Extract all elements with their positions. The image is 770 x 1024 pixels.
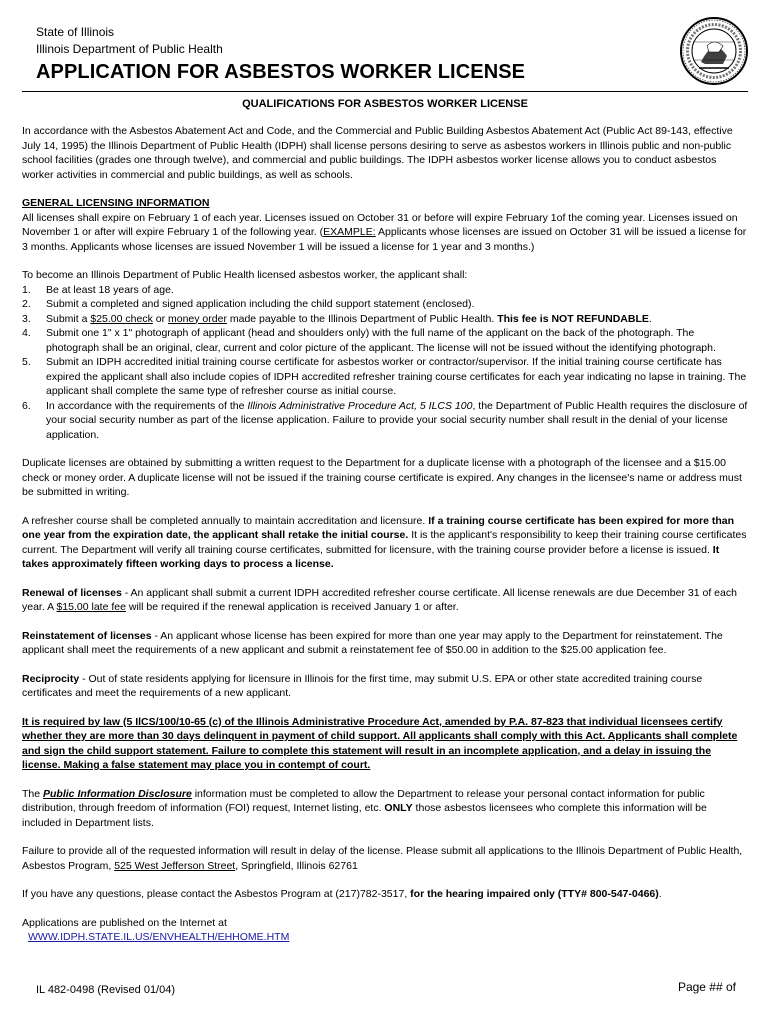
document-body [22, 124, 748, 945]
reciprocity-label: Reciprocity [22, 672, 80, 685]
disclosure-text-2: information must be completed to allow the Department to release your personal contact information for public distribution, through freedom of information (FOI) request, Internet listing, etc. [22, 787, 705, 814]
requirement-age: Be at least 18 years of age. [46, 283, 174, 296]
renewal-paragraph [22, 586, 748, 615]
requirement-fee-text: Submit a [46, 312, 91, 325]
item-number: 3. [22, 312, 31, 325]
general-licensing-heading: GENERAL LICENSING INFORMATION [22, 197, 210, 209]
refresher-text-1: A refresher course shall be completed annually to maintain accreditation and licensure. [22, 514, 429, 527]
form-number: IL 482-0498 (Revised 01/04) [36, 984, 176, 996]
duplicate-license-paragraph: Duplicate licenses are obtained by submitting a written request to the Department for a duplicate license with a photograph of the licensee and a $15.00 check or money order. A duplicate license will not be issued if the training course certificate is expired. Any changes in the licensee's name or address must be submitted in writing. [22, 457, 742, 498]
item-number: 4. [22, 327, 31, 339]
intro-paragraph: In accordance with the Asbestos Abatement Act and Code, and the Commercial and Public Building Asbestos Abatement Act (Public Act 89-143, effective July 14, 1995) the Illinois Department of Public Health (IDPH) shall license persons desiring to serve as asbestos workers in Illinois public and non-public school facilities (grades one through twelve), and commercial and public buildings. The IDPH asbestos worker license allows you to conduct asbestos worker activities in commercial and public buildings, as well as schools. [22, 125, 733, 181]
requirement-training-certificate: Submit an IDPH accredited initial training course certificate for asbestos worker or contractor/supervisor. If the initial training course certificate has expired the applicant shall also include copies of IDPH accredited refresher training course certificates for each year indicating no lapse in training. The applicant shall complete the same type of refresher course as initial course. [46, 356, 747, 397]
item-number: 1. [22, 283, 31, 296]
procedure-act-citation: Illinois Administrative Procedure Act, 5 ILCS 100 [247, 399, 473, 412]
internet-text: Applications are published on the Internet at [22, 916, 227, 929]
submission-paragraph [22, 844, 748, 873]
reciprocity-paragraph [22, 672, 748, 701]
page-number: Page ## of [677, 980, 736, 994]
reinstatement-label: Reinstatement of licenses [22, 629, 152, 642]
not-refundable-notice: This fee is NOT REFUNDABLE [497, 312, 649, 325]
submission-text-2: , Springfield, Illinois 62761 [235, 859, 358, 872]
list-item [22, 399, 748, 443]
renewal-label: Renewal of licenses [22, 586, 122, 599]
refresher-paragraph [22, 514, 748, 572]
reinstatement-paragraph [22, 629, 748, 658]
reciprocity-text: - Out of state residents applying for licensure in Illinois for the first time, may submit U.S. EPA or other state accredited training course certificates and meet the requirements of a new applicant. [22, 672, 703, 699]
requirement-fee-or: or [152, 312, 168, 325]
item-number: 6. [22, 399, 31, 412]
list-item [22, 283, 748, 298]
refresher-text-2: It is the applicant's responsibility to keep their training course certificates current. The Department will verify all training course certificates, submitted for licensure, with the training course provider before a license is issued. [22, 529, 747, 556]
internet-section [22, 916, 748, 945]
item-number: 2. [22, 298, 31, 310]
reinstatement-text: - An applicant whose license has been expired for more than one year may apply to the Department for reinstatement. The applicant shall meet the requirements of a new applicant and submit a reinstatement fee of $50.00 in addition to the $25.00 application fee. [22, 629, 723, 656]
requirement-ssn-text-2: , the Department of Public Health requires the disclosure of your social security number as part of the license application. Failure to provide your social security number shall result in the denial of your license application. [46, 399, 748, 441]
questions-text-2: . [658, 888, 662, 900]
header-divider [22, 91, 748, 92]
requirement-ssn-text: In accordance with the requirements of the [46, 399, 248, 412]
public-information-disclosure-label: Public Information Disclosure [43, 787, 192, 800]
website-link[interactable]: WWW.IDPH.STATE.IL.US/ENVHEALTH/EHHOME.HTM [28, 931, 290, 943]
tty-notice: for the hearing impaired only (TTY# 800-547-0466) [410, 888, 659, 900]
street-address: 525 West Jefferson Street [114, 859, 236, 872]
processing-time-notice: It takes approximately fifteen working days to process a license. [22, 543, 720, 570]
questions-paragraph [22, 887, 748, 902]
state-seal-icon [679, 16, 749, 86]
questions-text-1: If you have any questions, please contact the Asbestos Program at (217)782-3517, [22, 888, 411, 900]
requirement-fee-end: . [648, 312, 652, 325]
renewal-text-2: will be required if the renewal application is received January 1 or after. [125, 601, 459, 613]
page-title: APPLICATION FOR ASBESTOS WORKER LICENSE [36, 61, 526, 83]
section-subtitle: QUALIFICATIONS FOR ASBESTOS WORKER LICENSE [242, 98, 528, 110]
requirements-intro: To become an Illinois Department of Public Health licensed asbestos worker, the applicant shall: [22, 269, 468, 281]
requirement-application: Submit a completed and signed application including the child support statement (enclosed). [46, 298, 475, 310]
disclosure-text-1: The [22, 787, 44, 800]
requirement-fee-payable: made payable to the Illinois Department of Public Health. [226, 312, 498, 325]
disclosure-paragraph [22, 787, 748, 831]
list-item [22, 326, 748, 355]
refresher-retake-notice: If a training course certificate has been expired for more than one year from the expiration date, the applicant shall retake the initial course. [22, 514, 734, 541]
list-item [22, 297, 748, 312]
requirements-list [22, 283, 748, 443]
document-header [36, 24, 748, 84]
requirement-photograph: Submit one 1" x 1" photograph of applicant (head and shoulders only) with the full name of the applicant on the back of the photograph. The photograph shall be an original, clear, current and color picture of the applicant. The license will not be issued without the identifying photograph. [46, 327, 716, 354]
submission-text-1: Failure to provide all of the requested information will result in delay of the license. Please submit all applications to the Illinois Department of Public Health, Asbestos Program, [22, 845, 743, 872]
agency-state: State of Illinois [36, 25, 115, 39]
check-amount: $25.00 check [90, 312, 153, 325]
item-number: 5. [22, 356, 31, 368]
money-order: money order [168, 312, 227, 325]
list-item [22, 355, 748, 399]
general-licensing-section [22, 196, 748, 254]
child-support-law-paragraph: It is required by law (5 IlCS/100/10-65 (c) of the Illinois Administrative Procedure Act, amended by P.A. 87-823 that individual licensees certify whether they are more than 30 days delinquent in payment of child support. All applicants shall comply with this Act. Applicants shall complete and sign the child support statement. Failure to complete this statement will result in an incomplete application, and a delay in issuing the license. Making a false statement may place you in contempt of court. [22, 715, 738, 771]
disclosure-text-3: those asbestos licensees who complete this information will be included in Department lists. [22, 802, 707, 829]
late-fee: $15.00 late fee [56, 601, 126, 613]
renewal-text-1: - An applicant shall submit a current IDPH accredited refresher course certificate. All license renewals are due December 31 of each year. A [22, 586, 737, 613]
agency-department: Illinois Department of Public Health [36, 42, 223, 56]
list-item [22, 312, 748, 327]
general-text-2: Applicants whose licenses are issued on October 31 will be issued a license for 3 months. Applicants whose licenses are issued November 1 will be issued a license for 1 year and 3 months.) [22, 226, 747, 253]
only-label: ONLY [384, 802, 413, 814]
general-text-1: All licenses shall expire on February 1 of each year. Licenses issued on October 31 or before will expire February 1of the coming year. Licenses issued on November 1 or after will expire February 1 of the following year. ( [22, 211, 738, 238]
example-label: EXAMPLE: [323, 226, 376, 238]
